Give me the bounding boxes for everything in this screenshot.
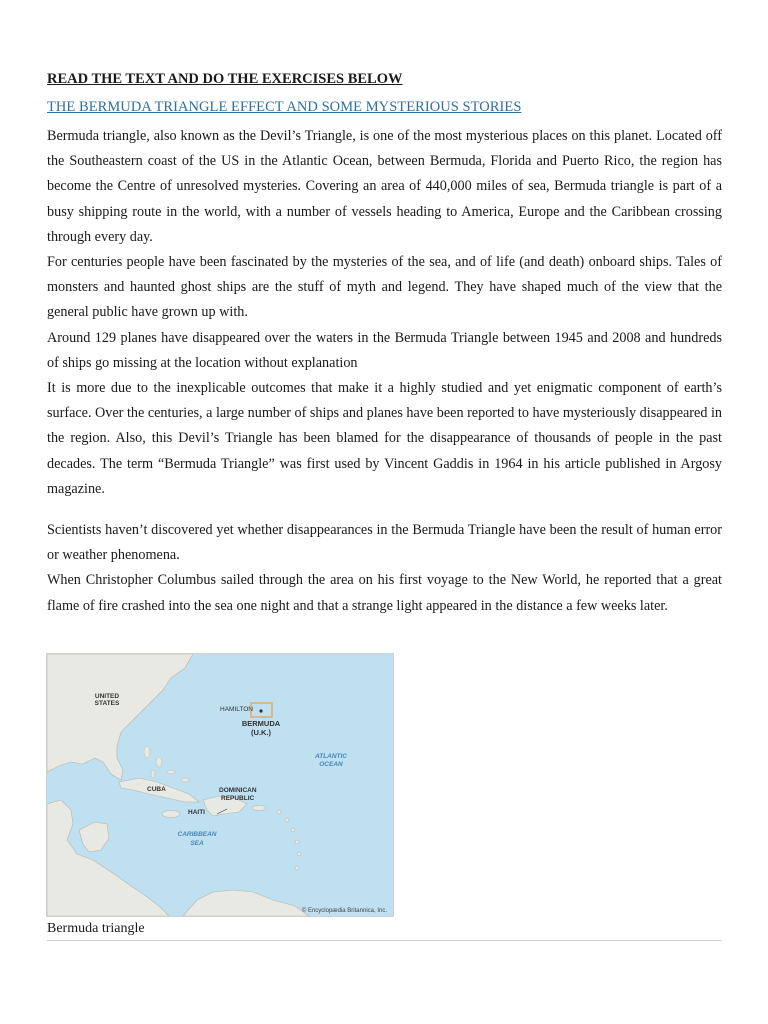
article-title: THE BERMUDA TRIANGLE EFFECT AND SOME MYSTERIOUS STORIES bbox=[47, 99, 522, 115]
exercise-heading: READ THE TEXT AND DO THE EXERCISES BELOW bbox=[47, 71, 403, 87]
label-united-states-2: STATES bbox=[94, 700, 120, 707]
label-atlantic-1: ATLANTIC bbox=[314, 753, 348, 760]
label-caribbean-1: CARIBBEAN bbox=[177, 831, 217, 838]
paragraph-planes: Around 129 planes have disappeared over the waters in the Bermuda Triangle between 1945 and 2008 and hundreds of ships go missing at the location without explanation bbox=[47, 329, 722, 371]
figure-caption: Bermuda triangle bbox=[47, 921, 145, 936]
label-haiti: HAITI bbox=[188, 809, 205, 816]
map-copyright: © Encyclopædia Britannica, Inc. bbox=[301, 908, 387, 914]
paragraph-intro: Bermuda triangle, also known as the Devil’s Triangle, is one of the most mysterious places on this planet. Located off the Southeastern coast of the US in the Atlantic Ocean, between Bermuda, Florida and Puerto Rico, the region has become the Centre of unresolved mysteries. Covering an area of 440,000 miles of sea, Bermuda triangle is part of a busy shipping route in the world, with a number of vessels heading to America, Europe and the Caribbean crossing through every day. bbox=[47, 128, 722, 245]
label-bermuda-2: (U.K.) bbox=[251, 728, 271, 737]
label-bermuda-1: BERMUDA bbox=[241, 719, 281, 728]
label-atlantic-2: OCEAN bbox=[319, 761, 343, 768]
label-dominican-2: REPUBLIC bbox=[221, 795, 255, 802]
paragraph-scientists: Scientists haven’t discovered yet whether disappearances in the Bermuda Triangle have been the result of human error or weather phenomena. bbox=[47, 522, 722, 564]
bermuda-map bbox=[46, 653, 394, 917]
map-graphic bbox=[47, 654, 393, 916]
label-cuba: CUBA bbox=[147, 786, 166, 793]
label-dominican-1: DOMINICAN bbox=[219, 787, 257, 794]
hamilton-dot bbox=[259, 709, 262, 712]
document-body bbox=[47, 68, 722, 619]
label-united-states-1: UNITED bbox=[94, 693, 120, 700]
label-hamilton: HAMILTON bbox=[220, 706, 253, 713]
puerto-rico-land bbox=[252, 806, 266, 811]
divider-line bbox=[47, 940, 722, 941]
paragraph-enigma: It is more due to the inexplicable outcomes that make it a highly studied and yet enigmatic component of earth’s surface. Over the centuries, a large number of ships and planes have been reported to have mysteriously disappeared in the region. Also, this Devil’s Triangle has been blamed for the disappearance of thousands of people in the past decades. The term “Bermuda Triangle” was first used by Vincent Gaddis in 1964 in his article published in Argosy magazine. bbox=[47, 380, 722, 497]
paragraph-columbus: When Christopher Columbus sailed through the area on his first voyage to the New World, he reported that a great flame of fire crashed into the sea one night and that a strange light appeared in the distance a few weeks later. bbox=[47, 572, 722, 614]
label-caribbean-2: SEA bbox=[190, 840, 204, 847]
paragraph-myths: For centuries people have been fascinated by the mysteries of the sea, and of life (and death) onboard ships. Tales of monsters and haunted ghost ships are the stuff of myth and legend. They have shaped much of the view that the general public have grown up with. bbox=[47, 254, 722, 321]
jamaica-land bbox=[162, 811, 180, 818]
